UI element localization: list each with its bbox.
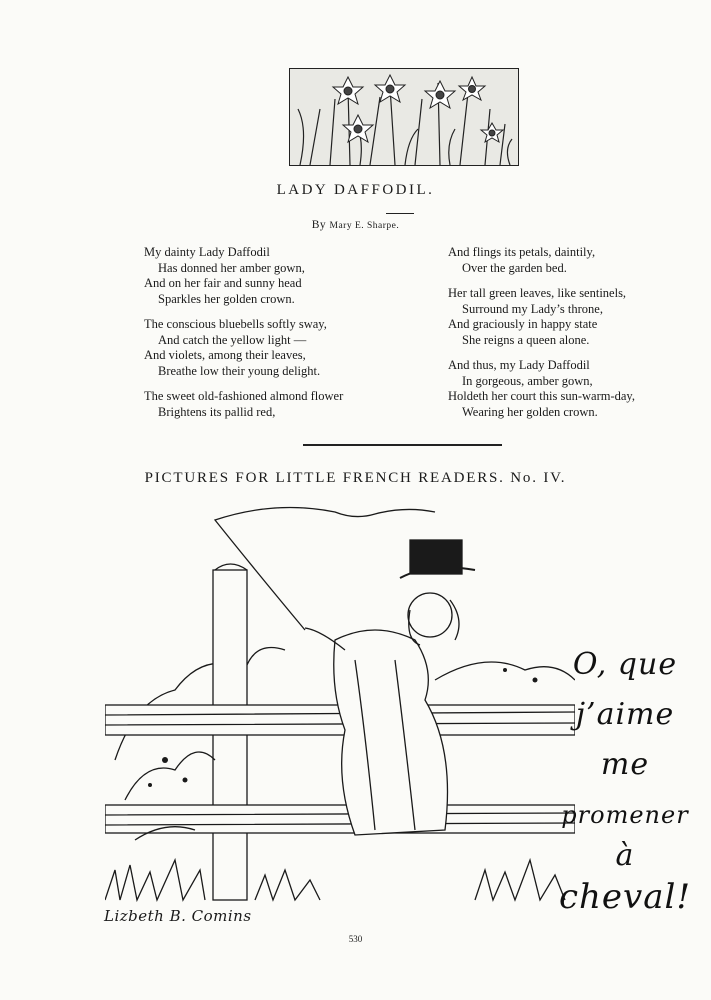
poem-line: The sweet old-fashioned almond flower — [144, 389, 344, 403]
stanza — [144, 389, 384, 420]
poem-title: LADY DAFFODIL. — [276, 182, 435, 198]
poem-line: Has donned her amber gown, — [158, 260, 305, 275]
stanza — [448, 245, 688, 276]
poem-line: In gorgeous, amber gown, — [462, 373, 593, 388]
girl-on-fence-illustration — [105, 500, 575, 920]
stanza — [144, 317, 384, 379]
poem-left-column — [144, 245, 384, 430]
page-number: 530 — [348, 934, 363, 944]
caption-line: cheval! — [558, 877, 692, 917]
poem-line: My dainty Lady Daffodil — [144, 245, 270, 259]
section-divider — [303, 444, 502, 446]
stanza — [144, 245, 384, 307]
poem-line: And flings its petals, daintily, — [448, 245, 596, 259]
poem-line: Her tall green leaves, like sentinels, — [448, 286, 627, 300]
stanza — [448, 286, 688, 348]
poem-author: Mary E. Sharpe. — [329, 221, 400, 231]
poem-line: Wearing her golden crown. — [462, 404, 598, 419]
poem-line: Holdeth her court this sun-warm-day, — [448, 389, 635, 403]
poem-line: And catch the yellow light — — [158, 332, 307, 347]
stanza — [448, 358, 688, 420]
poem-line: And on her fair and sunny head — [144, 276, 302, 290]
poem-line: Sparkles her golden crown. — [158, 291, 295, 306]
caption-line: O, que — [572, 647, 678, 682]
artist-signature: Lizbeth B. Comins — [104, 907, 252, 925]
poem-line: And graciously in happy state — [448, 317, 598, 331]
poem-byline — [0, 219, 711, 231]
caption-line: me — [600, 747, 650, 782]
byline-prefix: By — [311, 219, 327, 231]
feature-title: PICTURES FOR LITTLE FRENCH READERS. No. IV. — [144, 470, 567, 486]
title-divider — [386, 213, 414, 214]
daffodil-header-illustration — [289, 68, 519, 166]
poem-line: She reigns a queen alone. — [462, 332, 590, 347]
caption-line: promener — [561, 801, 689, 829]
handwritten-caption — [540, 640, 710, 917]
poem-line: And thus, my Lady Daffodil — [448, 358, 590, 372]
poem-line: Surround my Lady’s throne, — [462, 301, 603, 316]
poem-line: And violets, among their leaves, — [144, 348, 306, 362]
poem-line: Brightens its pallid red, — [158, 404, 276, 419]
poem-line: The conscious bluebells softly sway, — [144, 317, 327, 331]
poem-right-column — [448, 245, 688, 430]
poem-line: Over the garden bed. — [462, 260, 567, 275]
caption-line: j’aime — [575, 697, 675, 732]
caption-line: à — [615, 838, 635, 873]
poem-line: Breathe low their young delight. — [158, 363, 321, 378]
